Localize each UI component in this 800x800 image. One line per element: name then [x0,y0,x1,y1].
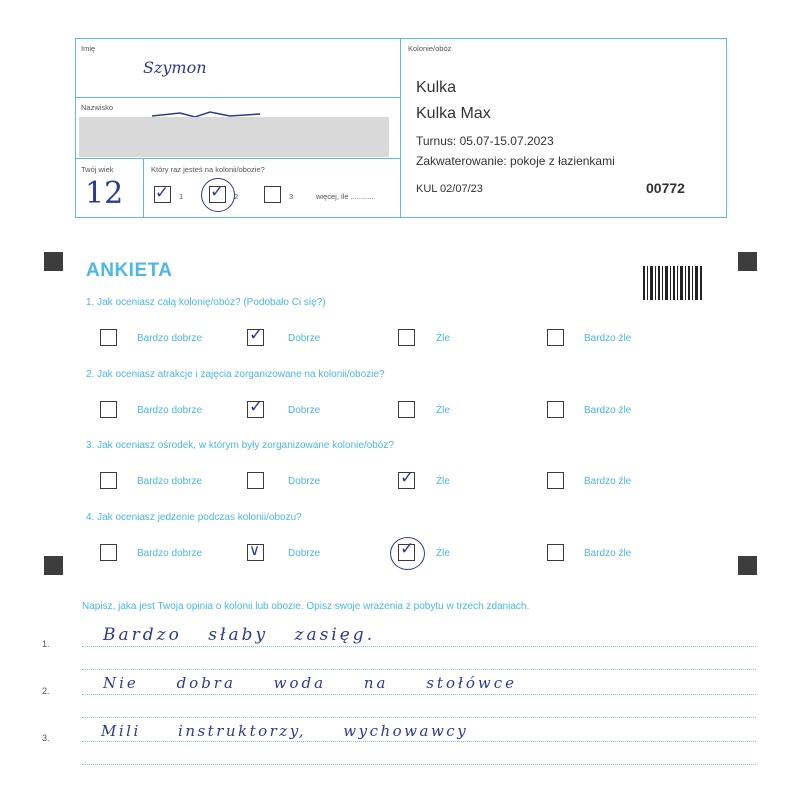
registration-marker [44,252,63,271]
times-option-more: więcej, ile ........... [316,192,374,201]
q3-label-good: Dobrze [288,476,321,487]
opinion-answer-1: Bardzo słaby zasięg. [103,625,376,645]
answer-line [82,646,756,647]
turnus: Turnus: 05.07-15.07.2023 [416,134,554,148]
q2-label-good: Dobrze [288,405,321,416]
question-4: 4. Jak oceniasz jedzenie podczas kolonii/obozu? [86,512,302,523]
opinion-answer-3: Mili instruktorzy, wychowawcy [101,722,469,740]
q2-option-bad[interactable] [398,401,415,418]
answer-line [82,669,756,670]
divider [400,38,401,218]
q4-label-very-bad: Bardzo źle [584,548,632,559]
q1-option-bad[interactable] [398,329,415,346]
q3-label-bad: Źle [436,476,450,487]
q3-option-very-good[interactable] [100,472,117,489]
q4-option-very-good[interactable] [100,544,117,561]
age-label: Twój wiek [81,165,114,174]
registration-marker [738,252,757,271]
times-checkbox-3[interactable] [264,186,281,203]
opinion-answer-2: Nie dobra woda na stołówce [103,674,518,692]
q2-option-very-bad[interactable] [547,401,564,418]
times-label: Który raz jesteś na kolonii/obozie? [151,165,265,174]
checkmark-icon: ✓ [249,397,264,417]
answer-line [82,694,756,695]
checkmark-icon: ✓ [400,539,415,559]
q1-label-very-bad: Bardzo źle [584,333,632,344]
question-1: 1. Jak oceniasz całą kolonię/obóz? (Podobało Ci się?) [86,297,326,308]
camp-label: Kolonie/obóz [408,44,452,53]
checkmark-icon: ∨ [249,541,260,559]
divider [143,158,144,218]
q4-label-good: Dobrze [288,548,321,559]
name-label: Imię [81,44,96,53]
divider [75,97,400,98]
circle-mark [390,537,425,570]
age-value: 12 [85,176,124,211]
q2-label-very-bad: Bardzo źle [584,405,632,416]
circle-mark [201,178,235,212]
accommodation: Zakwaterowanie: pokoje z łazienkami [416,154,615,168]
q2-option-very-good[interactable] [100,401,117,418]
q1-label-bad: Źle [436,333,450,344]
opinion-prompt: Napisz, jaka jest Twoja opinia o kolonii lub obozie. Opisz swoje wrażenia z pobytu w trzech zdaniach. [82,601,530,612]
name-value: Szymon [143,58,207,77]
q2-label-bad: Źle [436,405,450,416]
checkmark-icon: ✓ [210,182,225,202]
checkmark-icon: ✓ [400,468,415,488]
q1-label-good: Dobrze [288,333,321,344]
q1-label-very-good: Bardzo dobrze [137,333,203,344]
barcode [643,266,703,300]
times-option-2: 2 [234,192,239,201]
line-number: 2. [42,686,50,696]
line-number: 3. [42,733,50,743]
times-option-1: 1 [179,192,184,201]
q4-option-very-bad[interactable] [547,544,564,561]
camp-name: Kulka [416,79,457,96]
answer-line [82,717,756,718]
q3-option-very-bad[interactable] [547,472,564,489]
registration-marker [738,556,757,575]
checkmark-icon: ✓ [249,325,264,345]
q1-option-very-good[interactable] [100,329,117,346]
divider [75,158,400,159]
answer-line [82,741,756,742]
q3-option-good[interactable] [247,472,264,489]
answer-line [82,764,756,765]
form-number: 00772 [646,180,685,196]
line-number: 1. [42,639,50,649]
question-2: 2. Jak oceniasz atrakcje i zajęcia zorganizowane na kolonii/obozie? [86,369,385,380]
registration-marker [44,556,63,575]
redacted-surname [79,117,389,157]
surname-label: Nazwisko [81,103,114,112]
checkmark-icon: ✓ [155,183,170,203]
q2-label-very-good: Bardzo dobrze [137,405,203,416]
question-3: 3. Jak oceniasz ośrodek, w którym były zorganizowane kolonie/obóz? [86,440,394,451]
times-option-3: 3 [289,192,294,201]
survey-title: ANKIETA [86,260,173,281]
camp-code: KUL 02/07/23 [416,183,483,195]
q3-label-very-bad: Bardzo źle [584,476,632,487]
q4-label-very-good: Bardzo dobrze [137,548,203,559]
q1-option-very-bad[interactable] [547,329,564,346]
camp-subname: Kulka Max [416,105,491,122]
q3-label-very-good: Bardzo dobrze [137,476,203,487]
q4-label-bad: Źle [436,548,450,559]
